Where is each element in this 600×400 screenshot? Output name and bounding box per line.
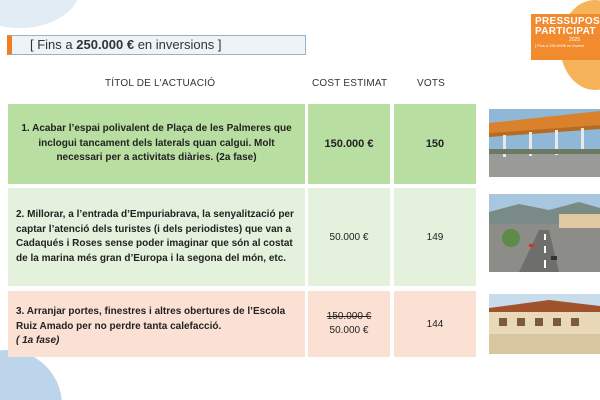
row-title-cell bbox=[8, 291, 305, 357]
row-title: 2. Millorar, a l’entrada d’Empuriabrava, la senyalització per captar l’atenció dels turistes (i dels periodistes) que van a Cadaqués i Roses sense poder imaginar que són al costat de la marina més gran d’Europa i la segona del món, etc. bbox=[8, 188, 305, 286]
table-row bbox=[8, 104, 476, 184]
row-title: 1. Acabar l’espai polivalent de Plaça de les Palmeres que inclogui tancament dels laterals quan calgui. Molt necessari per a activitats diàries. (2a fase) bbox=[8, 104, 305, 184]
row-votes: 149 bbox=[394, 188, 476, 286]
logo-line1: PRESSUPOS bbox=[535, 16, 600, 27]
row-cost: 50.000 € bbox=[308, 188, 390, 286]
logo-tagline: [ Fins a 250.000€ en inversi bbox=[535, 43, 585, 48]
table-row bbox=[8, 291, 476, 357]
budget-suffix: en inversions ] bbox=[134, 37, 222, 52]
row-cost: 150.000 € bbox=[308, 104, 390, 184]
logo-line2: PARTICIPAT bbox=[535, 26, 596, 37]
covered-plaza-photo bbox=[489, 109, 600, 177]
row-votes: 150 bbox=[394, 104, 476, 184]
row-cost: 50.000 € bbox=[329, 325, 369, 336]
row-cost-cell bbox=[308, 291, 390, 357]
budget-prefix: [ Fins a bbox=[30, 37, 77, 52]
participatory-budget-logo bbox=[531, 14, 600, 60]
roundabout-road-photo bbox=[489, 194, 600, 272]
logo-year: 2025 bbox=[569, 37, 581, 43]
column-header-votes: VOTS bbox=[417, 78, 446, 89]
decorative-shape-top-left bbox=[0, 0, 80, 28]
row-title: 3. Arranjar portes, finestres i altres obertures de l’Escola Ruiz Amado per no perdre tanta calefacció. bbox=[16, 306, 286, 332]
phase-note: ( 1a fase) bbox=[16, 335, 60, 346]
row-cost-old: 150.000 € bbox=[326, 311, 372, 322]
school-building-photo bbox=[489, 294, 600, 354]
table-row bbox=[8, 188, 476, 286]
column-header-title: TÍTOL DE L'ACTUACIÓ bbox=[105, 78, 216, 89]
decorative-shape-bottom-left bbox=[0, 350, 62, 400]
row-votes: 144 bbox=[394, 291, 476, 357]
column-header-cost: COST ESTIMAT bbox=[312, 78, 388, 89]
budget-banner bbox=[7, 35, 306, 55]
budget-amount: 250.000 € bbox=[76, 37, 135, 52]
